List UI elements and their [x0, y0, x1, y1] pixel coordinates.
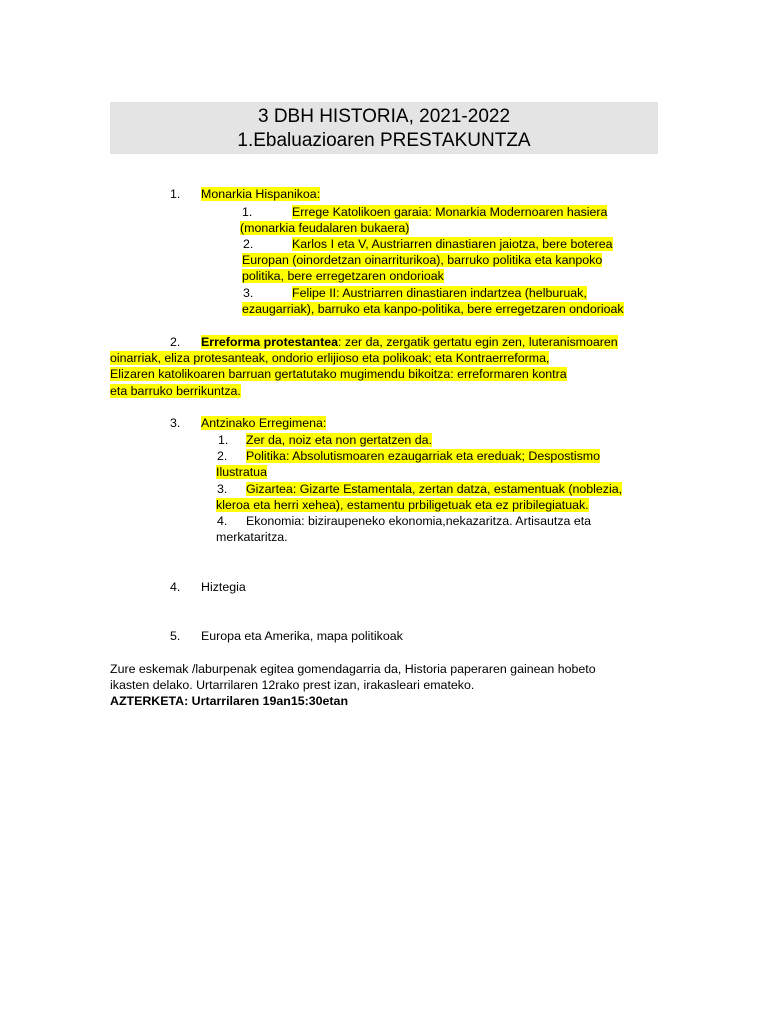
- section-2-line-2: oinarriak, eliza protesanteak, ondorio erlijioso eta polikoak; eta Kontraerreforma,: [110, 351, 550, 365]
- section-3-item-4-line-1: Ekonomia: biziraupeneko ekonomia,nekazaritza. Artisautza eta: [246, 514, 592, 528]
- exam-date: AZTERKETA: Urtarrilaren 19an15:30etan: [110, 694, 349, 708]
- section-1-item-2-number: 2.: [243, 237, 254, 251]
- footer-line-1: Zure eskemak /laburpenak egitea gomendagarria da, Historia paperaren gainean hobeto: [110, 662, 596, 676]
- section-3-title: Antzinako Erregimena:: [201, 416, 327, 430]
- section-5-title: Europa eta Amerika, mapa politikoak: [201, 629, 403, 643]
- section-1-number: 1.: [170, 187, 181, 201]
- section-1-item-1-number: 1.: [242, 205, 253, 219]
- section-2-line-1: Erreforma protestantea: zer da, zergatik gertatu egin zen, luteranismoaren: [201, 335, 618, 349]
- section-4-title: Hiztegia: [201, 580, 246, 594]
- section-1-item-3-line-2: ezaugarriak), barruko eta kanpo-politika, bere erregetzaren ondorioak: [242, 302, 624, 316]
- section-1-item-2-line-3: politika, bere erregetzaren ondorioak: [242, 269, 444, 283]
- section-2-number: 2.: [170, 335, 181, 349]
- page-subtitle: 1.Ebaluazioaren PRESTAKUNTZA: [237, 130, 531, 151]
- section-3-item-1-line-1: Zer da, noiz eta non gertatzen da.: [246, 433, 432, 447]
- section-1-item-3-line-1: Felipe II: Austriarren dinastiaren indartzea (helburuak,: [292, 286, 587, 300]
- footer-line-2: ikasten delako. Urtarrilaren 12rako prest izan, irakasleari emateko.: [110, 678, 475, 692]
- section-1-title: Monarkia Hispanikoa:: [201, 187, 321, 201]
- section-2-line-4: eta barruko berrikuntza.: [110, 384, 241, 398]
- section-1-item-1-line-1: Errege Katolikoen garaia: Monarkia Modernoaren hasiera: [292, 205, 608, 219]
- section-1-item-1-line-2: (monarkia feudalaren bukaera): [240, 221, 410, 235]
- page-title: 3 DBH HISTORIA, 2021-2022: [257, 106, 511, 127]
- section-3-item-2-line-1: Politika: Absolutismoaren ezaugarriak eta ereduak; Despostismo: [246, 449, 601, 463]
- section-3-item-2-number: 2.: [217, 449, 228, 463]
- section-1-item-2-line-1: Karlos I eta V, Austriarren dinastiaren jaiotza, bere boterea: [292, 237, 613, 251]
- section-3-item-2-line-2: Ilustratua: [216, 465, 267, 479]
- section-1-item-3-number: 3.: [243, 286, 254, 300]
- section-3-item-4-number: 4.: [217, 514, 228, 528]
- section-3-item-4-line-2: merkataritza.: [216, 530, 288, 544]
- section-5-number: 5.: [170, 629, 181, 643]
- section-3-number: 3.: [170, 416, 181, 430]
- section-2-line-3: Elizaren katolikoaren barruan gertatutako mugimendu bikoitza: erreformaren kontra: [110, 367, 567, 381]
- section-3-item-3-number: 3.: [217, 482, 228, 496]
- section-3-item-3-line-2: kleroa eta herri xehea), estamentu prbiligetuak eta ez pribilegiatuak.: [216, 498, 589, 512]
- section-4-number: 4.: [170, 580, 181, 594]
- section-3-item-3-line-1: Gizartea: Gizarte Estamentala, zertan datza, estamentuak (noblezia,: [246, 482, 623, 496]
- title-box: [110, 102, 658, 154]
- section-3-item-1-number: 1.: [218, 433, 229, 447]
- section-1-item-2-line-2: Europan (oinordetzan oinarriturikoa), barruko politika eta kanpoko: [242, 253, 603, 267]
